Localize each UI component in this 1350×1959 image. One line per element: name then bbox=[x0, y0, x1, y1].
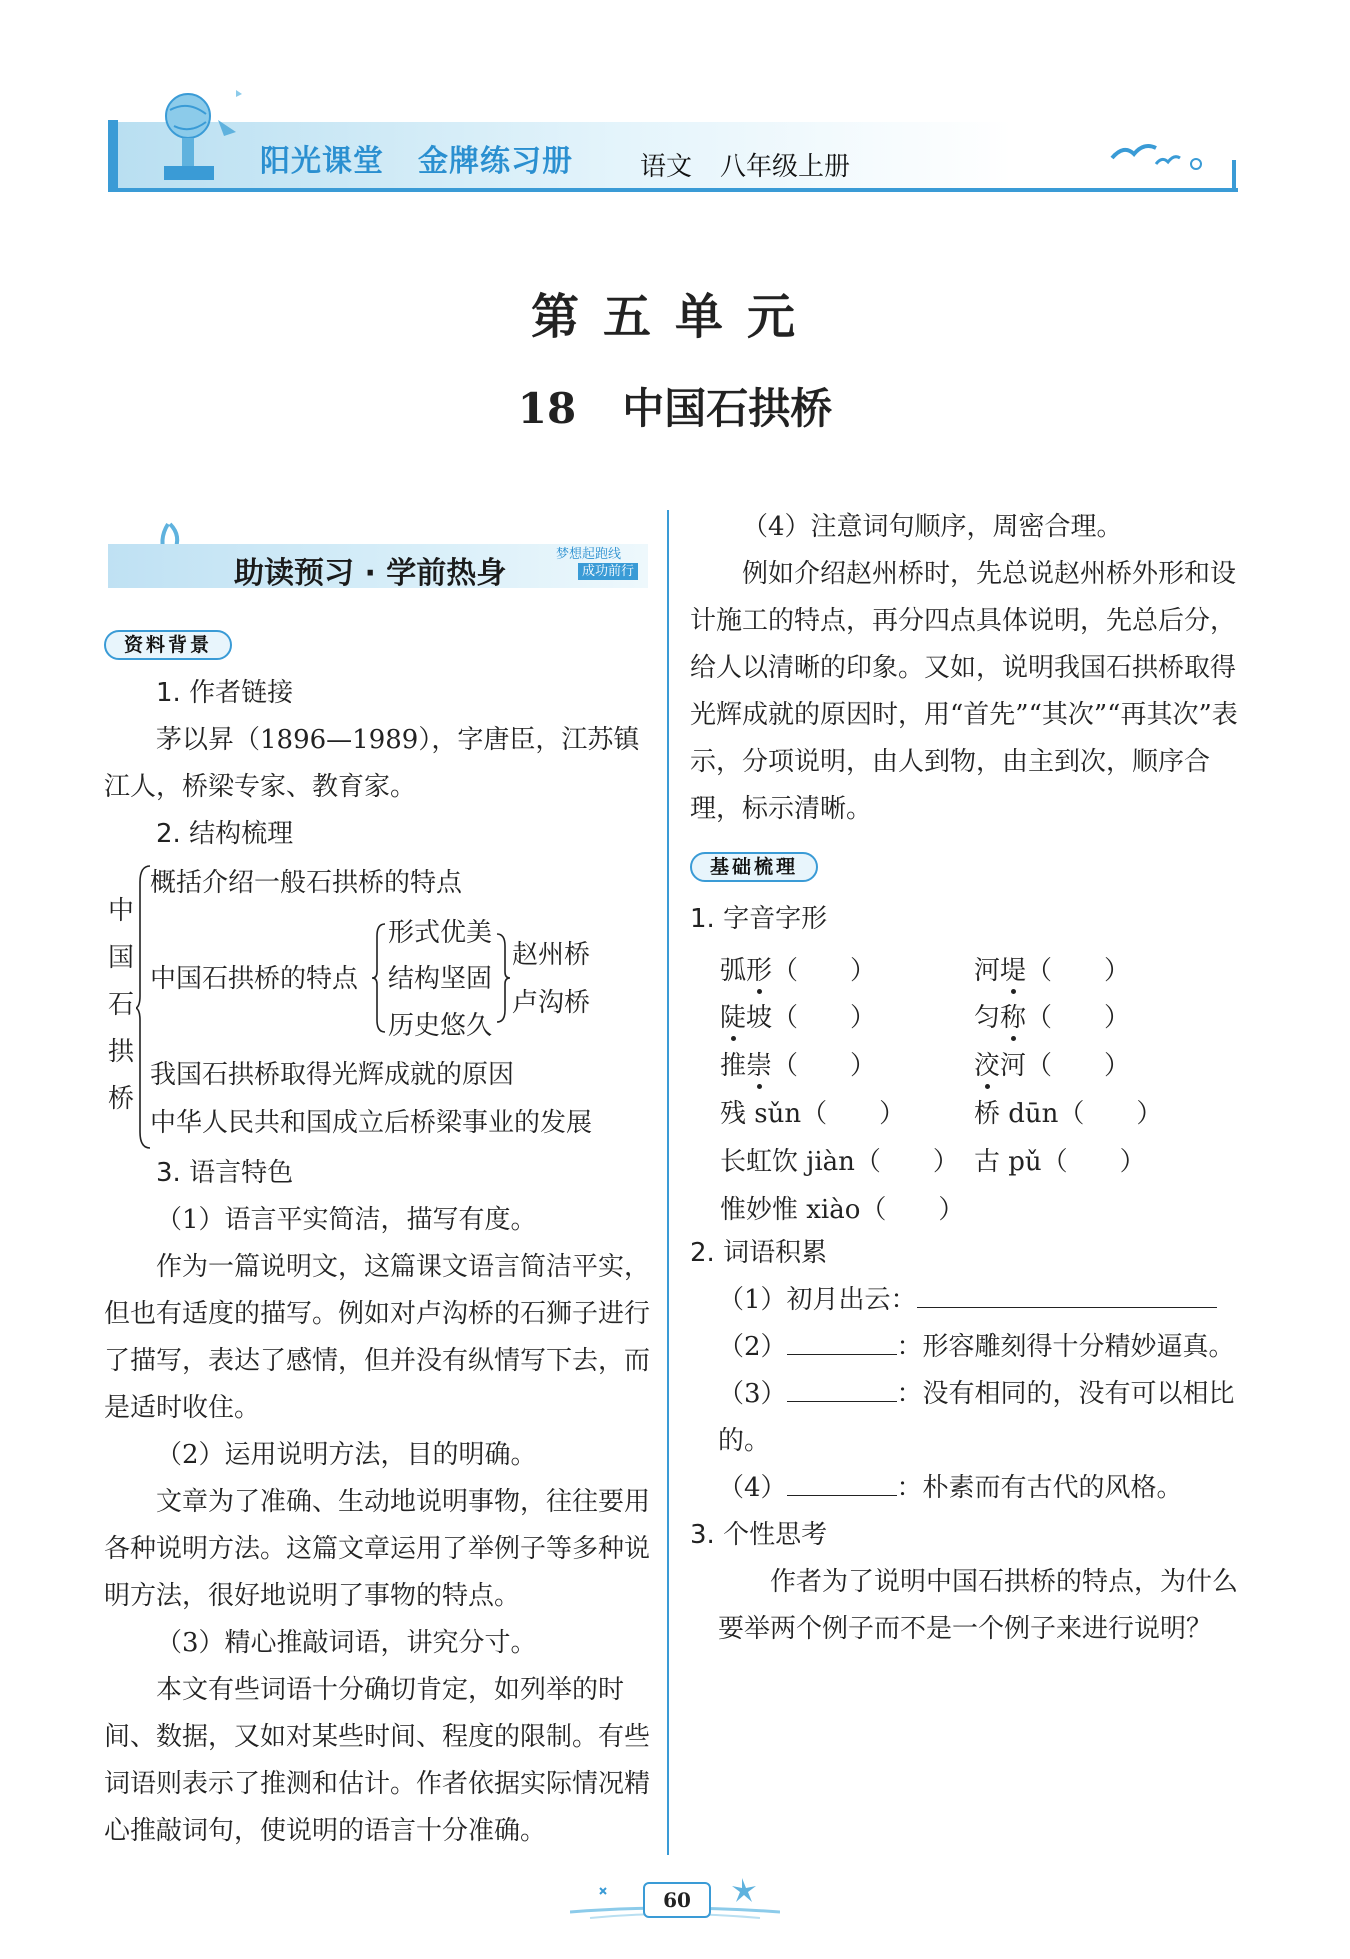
left-column-top bbox=[104, 670, 656, 858]
diagram-root bbox=[106, 888, 136, 1123]
q3-heading: 3. 个性思考 bbox=[690, 1520, 828, 1550]
root-char: 中 bbox=[107, 896, 134, 926]
feature-3-text: 本文有些词语十分确切肯定，如列举的时间、数据，又如对某些时间、程度的限制。有些词语则表示了推测和估计。作者依据实际情况精心推敲词句，使说明的语言十分准确。 bbox=[104, 1675, 651, 1846]
q2-line-4: （4） ：朴素而有古代的风格。 bbox=[718, 1473, 1183, 1503]
banner-title: 助读预习 · 学前热身 bbox=[234, 556, 507, 591]
q1-heading-wrap bbox=[690, 896, 1250, 943]
answer-blank[interactable] bbox=[917, 1307, 1217, 1308]
feature-2-head: （2）运用说明方法，目的明确。 bbox=[156, 1440, 537, 1470]
diagram-item-4: 中华人民共和国成立后桥梁事业的发展 bbox=[150, 1108, 593, 1138]
feature-3-head: （3）精心推敲词语，讲究分寸。 bbox=[156, 1628, 537, 1658]
language-heading: 3. 语言特色 bbox=[156, 1158, 294, 1188]
bridge-item: 赵州桥 bbox=[512, 940, 591, 970]
q1-item: 桥 dūn（ ） bbox=[974, 1099, 1163, 1129]
lesson-title bbox=[0, 376, 1350, 436]
lesson-name: 中国石拱桥 bbox=[622, 384, 833, 433]
unit-title: 第五单元 bbox=[530, 289, 819, 345]
brand-name-2: 金牌练习册 bbox=[418, 144, 573, 179]
root-char: 拱 bbox=[107, 1037, 134, 1067]
page-number: 60 bbox=[643, 1882, 711, 1918]
brand-name-1: 阳光课堂 bbox=[260, 144, 384, 179]
banner-tag-2: 成功前行 bbox=[578, 563, 638, 580]
q1-item: 弧形（ ） bbox=[720, 956, 877, 986]
author-text: 茅以昇（1896—1989），字唐臣，江苏镇江人，桥梁专家、教育家。 bbox=[104, 725, 640, 802]
bridge-item: 卢沟桥 bbox=[512, 988, 591, 1018]
pill-background: 资料背景 bbox=[104, 630, 232, 660]
section-banner bbox=[108, 516, 648, 598]
subject-grade bbox=[640, 146, 850, 183]
q1-item: 残 sǔn（ ） bbox=[720, 1099, 906, 1129]
seagulls-icon bbox=[1110, 128, 1220, 188]
bridge-brace-icon bbox=[496, 932, 510, 1024]
pill-basics: 基础梳理 bbox=[690, 852, 818, 882]
feature-1-text: 作为一篇说明文，这篇课文语言简洁平实，但也有适度的描写。例如对卢沟桥的石狮子进行了描写，表达了感情，但并没有纵情写下去，而是适时收住。 bbox=[104, 1252, 651, 1423]
q2-wrap bbox=[690, 1230, 1250, 1653]
root-char: 国 bbox=[107, 943, 134, 973]
lesson-number: 18 bbox=[517, 384, 577, 433]
feature-brace-icon bbox=[372, 922, 386, 1034]
banner-tags bbox=[556, 546, 638, 580]
diagram-item-1: 概括介绍一般石拱桥的特点 bbox=[150, 868, 463, 898]
q1-item: 河堤（ ） bbox=[974, 956, 1131, 986]
banner-tag-1: 梦想起跑线 bbox=[556, 547, 622, 562]
feature-4-head: （4）注意词句顺序，周密合理。 bbox=[742, 512, 1123, 542]
page-header bbox=[0, 0, 1350, 200]
q2-line-2: （2） ：形容雕刻得十分精妙逼真。 bbox=[718, 1332, 1235, 1362]
q3-text: 作者为了说明中国石拱桥的特点，为什么要举两个例子而不是一个例子来进行说明？ bbox=[718, 1567, 1239, 1644]
q1-heading: 1. 字音字形 bbox=[690, 904, 828, 934]
diagram-item-3: 我国石拱桥取得光辉成就的原因 bbox=[150, 1060, 515, 1090]
feature-4-text: 例如介绍赵州桥时，先总说赵州桥外形和设计施工的特点，再分四点具体说明，先总后分，给人以清晰的印象。又如，说明我国石拱桥取得光辉成就的原因时，用“首先”“其次”“再其次”表示，分项说明，由人到物，由主到次，顺序合理，标示清晰。 bbox=[690, 559, 1238, 824]
feature-2-text: 文章为了准确、生动地说明事物，往往要用各种说明方法。这篇文章运用了举例子等多种说明方法，很好地说明了事物的特点。 bbox=[104, 1487, 651, 1611]
author-heading: 1. 作者链接 bbox=[156, 678, 294, 708]
feature-item: 形式优美 bbox=[388, 918, 493, 948]
q2-heading: 2. 词语积累 bbox=[690, 1238, 828, 1268]
q2-line-1: （1）初月出云： bbox=[690, 1277, 1250, 1324]
structure-diagram bbox=[100, 862, 660, 1152]
left-column-bottom bbox=[104, 1150, 656, 1855]
root-char: 桥 bbox=[107, 1084, 134, 1114]
diagram-item-2: 中国石拱桥的特点 bbox=[150, 964, 359, 994]
q1-item: 古 pǔ（ ） bbox=[974, 1147, 1146, 1177]
answer-blank[interactable] bbox=[787, 1401, 897, 1402]
header-left-mark bbox=[108, 120, 118, 192]
series-brand bbox=[260, 136, 573, 180]
right-column-top bbox=[690, 504, 1242, 833]
answer-blank[interactable] bbox=[787, 1354, 897, 1355]
subject-label: 语文 bbox=[640, 152, 693, 182]
feature-item: 历史悠久 bbox=[388, 1011, 493, 1041]
globe-logo-icon bbox=[140, 80, 250, 190]
q2-line-3: （3） ：没有相同的，没有可以相比的。 bbox=[718, 1379, 1235, 1456]
q1-item: 惟妙惟 xiào（ ） bbox=[720, 1195, 965, 1225]
header-rule bbox=[118, 188, 1238, 192]
q1-item: 长虹饮 jiàn（ ） bbox=[720, 1147, 959, 1177]
q1-item: 洨河（ ） bbox=[974, 1051, 1131, 1081]
q1-item: 陡坡（ ） bbox=[720, 1003, 877, 1033]
header-end-mark bbox=[1232, 160, 1236, 190]
structure-heading: 2. 结构梳理 bbox=[156, 819, 294, 849]
q1-item: 推崇（ ） bbox=[720, 1051, 877, 1081]
root-char: 石 bbox=[107, 990, 134, 1020]
q1-item: 匀称（ ） bbox=[974, 1003, 1131, 1033]
feature-1-head: （1）语言平实简洁，描写有度。 bbox=[156, 1205, 537, 1235]
column-divider bbox=[667, 510, 669, 1855]
answer-blank[interactable] bbox=[787, 1495, 897, 1496]
grade-label: 八年级上册 bbox=[720, 152, 851, 182]
feature-item: 结构坚固 bbox=[388, 964, 493, 994]
